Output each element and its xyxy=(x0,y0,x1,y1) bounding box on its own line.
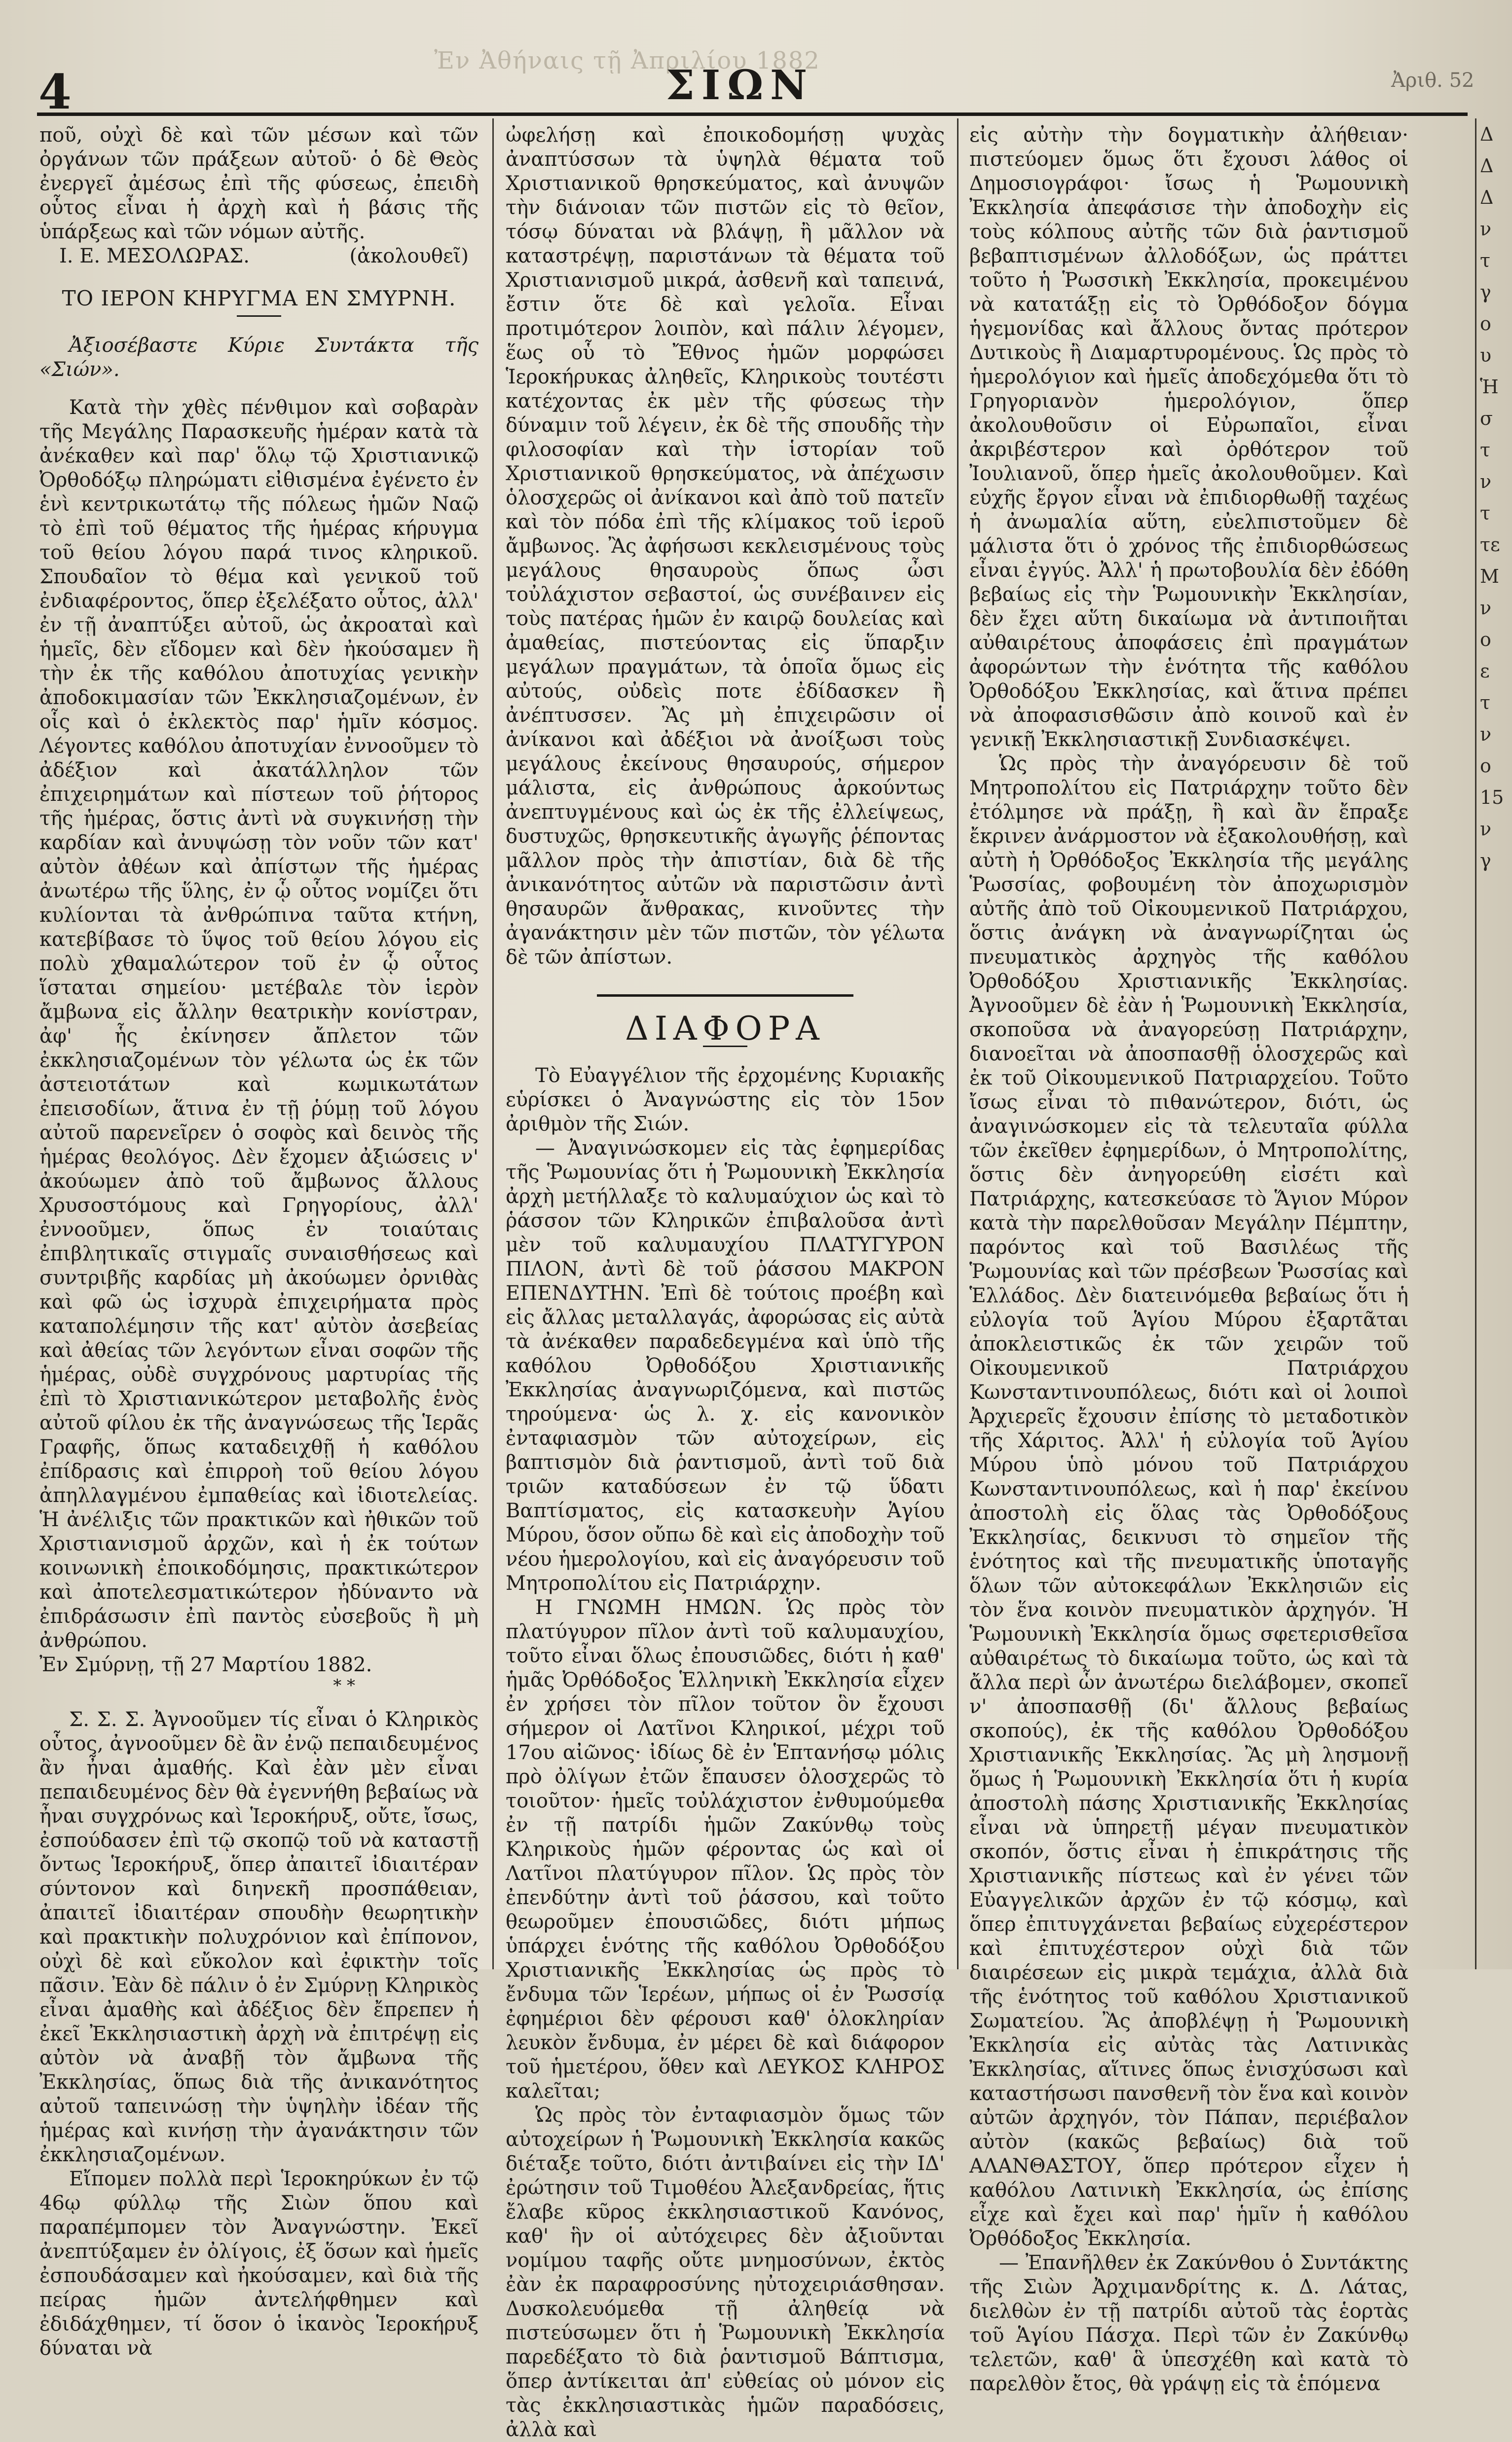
editor-note: Σ. Σ. Σ. Ἀγνοοῦμεν τίς εἶναι ὁ Κληρικὸς οὗτος, ἀγνοοῦμεν δὲ ἂν ἐνῷ πεπαιδευμένος ἂν ἦναι ἀμαθής. Καὶ ἐὰν μὲν εἶναι πεπαιδευμένος δὲν θὰ ἐγεννήθη βεβαίως νὰ ἦναι συγχρόνως καὶ Ἱεροκήρυξ, οὔτε, ἴσως, ἐσπούδασεν ἐπὶ τῷ σκοπῷ τοῦ νὰ καταστῇ ὄντως Ἱεροκήρυξ, ὅπερ ἀπαιτεῖ ἰδιαιτέραν σύντονον καὶ διηνεκῆ προσπάθειαν, ἀπαιτεῖ ἰδιαιτέραν σπουδὴν θεωρητικὴν καὶ πρακτικὴν πολυχρόνιον καὶ ἐπίπονον, οὐχὶ δὲ καὶ εὔκολον καὶ ἐφικτὴν τοῖς πᾶσιν. Ἐὰν δὲ πάλιν ὁ ἐν Σμύρνῃ Κληρικὸς εἶναι ἀμαθὴς καὶ ἀδέξιος δὲν ἔπρεπεν ἡ ἐκεῖ Ἐκκλησιαστικὴ ἀρχὴ νὰ ἐπιτρέψῃ εἰς αὐτὸν νὰ ἀναβῇ τὸν ἄμβωνα τῆς Ἐκκλησίας, ὅπως διὰ τῆς ἀνικανότητος αὐτοῦ ταπεινώσῃ τὴν ὑψηλὴν ἰδέαν τῆς ἡμέρας καὶ κινήσῃ τὴν ἀγανάκτησιν τῶν ἐκκλησιαζομένων. xyxy=(39,1708,479,2166)
margin-fragment: 15 xyxy=(1480,787,1504,808)
column-3 xyxy=(969,123,1408,2395)
margin-fragment: ο xyxy=(1480,629,1491,650)
margin-fragment: ν xyxy=(1480,597,1492,619)
margin-fragment: Ἡ xyxy=(1480,376,1499,398)
margin-fragment: ο xyxy=(1480,313,1491,335)
section-divider xyxy=(597,994,853,997)
continued-paragraph: ποῦ, οὐχὶ δὲ καὶ τῶν μέσων καὶ τῶν ὀργάνων τῶν πράξεων αὐτοῦ· ὁ δὲ Θεὸς ἐνεργεῖ ἀμέσως ἐπὶ τῆς φύσεως, ἐπειδὴ οὗτος εἶναι ἡ ἀρχὴ καὶ ἡ βάσις τῆς ὑπάρξεως καὶ τῶν νόμων αὐτῆς. xyxy=(39,124,479,243)
opinion-paragraph: Ὡς πρὸς τὸν ἐνταφιασμὸν ὅμως τῶν αὐτοχείρων ἡ Ῥωμουνικὴ Ἐκκλησία κακῶς διέταξε τοῦτο, διότι ἀντιβαίνει εἰς τὴν ΙΔ' ἐρώτησιν τοῦ Τιμοθέου Ἀλεξανδρείας, ἥτις ἔλαβε κῦρος ἐκκλησιαστικοῦ Κανόνος, καθ' ἣν οἱ αὐτόχειρες δὲν ἀξιοῦνται νομίμου ταφῆς οὔτε μνημοσύνων, ἐκτὸς ἐὰν ἐκ παραφροσύνης ηὐτοχειριάσθησαν. Δυσκολευόμεθα τῇ ἀληθείᾳ νὰ πιστεύσωμεν ὅτι ἡ Ῥωμουνικὴ Ἐκκλησία παρεδέξατο τὸ διὰ ῥαντισμοῦ Βάπτισμα, ὅπερ ἀντίκειται ἀπ' εὐθείας οὐ μόνον εἰς τὰς ἐκκλησιαστικὰς ἡμῶν παραδόσεις, ἀλλὰ καὶ xyxy=(506,2104,945,2441)
header-rule xyxy=(37,113,1468,116)
column-divider xyxy=(492,118,494,1969)
margin-fragment: τ xyxy=(1480,692,1491,714)
margin-fragment: Δ xyxy=(1480,155,1494,177)
letter-salutation: Ἀξιοσέβαστε Κύριε Συντάκτα τῆς «Σιών». xyxy=(39,334,479,381)
news-item: — Ἀναγινώσκομεν εἰς τὰς ἐφημερίδας τῆς Ῥωμουνίας ὅτι ἡ Ῥωμουνικὴ Ἐκκλησία ἀρχὴ μετήλλαξε τὸ καλυμαύχιον ὡς καὶ τὸ ῥάσσον τῶν Κληρικῶν ἐπιβαλοῦσα ἀντὶ μὲν τοῦ καλυμαυχίου ΠΛΑΤΥΓΥΡΟΝ ΠΙΛΟΝ, ἀντὶ δὲ τοῦ ῥάσσου ΜΑΚΡΟΝ ΕΠΕΝΔΥΤΗΝ. Ἐπὶ δὲ τούτοις προέβη καὶ εἰς ἄλλας μεταλλαγάς, ἀφορώσας εἰς αὐτὰ τὰ ἀνέκαθεν παραδεδεγμένα καὶ ὑπὸ τῆς καθόλου Ὀρθοδόξου Χριστιανικῆς Ἐκκλησίας ἀναγνωριζόμενα, καὶ πιστῶς τηρούμενα· ὡς λ. χ. εἰς κανονικὸν ἐνταφιασμὸν τῶν αὐτοχείρων, εἰς βαπτισμὸν διὰ ῥαντισμοῦ, ἀντὶ τοῦ διὰ τριῶν καταδύσεων ἐν τῷ ὕδατι Βαπτίσματος, εἰς κατασκευὴν Ἁγίου Μύρου, ὅσον οὔπω δὲ καὶ εἰς ἀποδοχὴν τοῦ νέου ἡμερολογίου, καὶ εἰς ἀναγόρευσιν τοῦ Μητροπολίτου εἰς Πατριάρχην. xyxy=(506,1137,945,1595)
margin-fragment: Δ xyxy=(1480,123,1494,145)
editor-note-continued: Εἴπομεν πολλὰ περὶ Ἱεροκηρύκων ἐν τῷ 46ῳ φύλλῳ τῆς Σιὼν ὅπου καὶ παραπέμπομεν τὸν Ἀναγνώστην. Ἐκεῖ ἀνεπτύξαμεν ἐν ὀλίγοις, ἐξ ὅσων καὶ ἡμεῖς ἐσπουδάσαμεν καὶ ἠκούσαμεν, καὶ διὰ τῆς πείρας ἡμῶν ἀντελήφθημεν καὶ ἐδιδάχθημεν, τί ὅσον ὁ ἱκανὸς Ἱεροκήρυξ δύναται νὰ xyxy=(39,2168,479,2360)
continued-note: (ἀκολουθεῖ) xyxy=(349,245,469,267)
margin-fragment: Μ xyxy=(1480,565,1499,587)
masthead-title: ΣΙΩΝ xyxy=(665,62,814,109)
column-divider xyxy=(957,118,959,1969)
letter-body: Κατὰ τὴν χθὲς πένθιμον καὶ σοβαρὰν τῆς Μεγάλης Παρασκευῆς ἡμέραν κατὰ τὰ ἀνέκαθεν καὶ παρ' ὅλῳ τῷ Χριστιανικῷ Ὀρθοδόξῳ πληρώματι εἰθισμένα ἐγένετο ἐν ἑνὶ κεντρικωτάτῳ τῆς πόλεως ἡμῶν Ναῷ τὸ ἐπὶ τοῦ θέματος τῆς ἡμέρας κήρυγμα τοῦ θείου λόγου παρά τινος κληρικοῦ. Σπουδαῖον τὸ θέμα καὶ γενικοῦ τοῦ ἐνδιαφέροντος, ὅπερ ἐξελέξατο οὗτος, ἀλλ' ἐν τῇ ἀναπτύξει αὐτοῦ, ὡς ἀκροαταὶ καὶ ἡμεῖς, δὲν εἴδομεν καὶ δὲν ἠκούσαμεν ἢ τὴν ἐκ τῆς καθόλου ἀποτυχίας γενικὴν ἀποδοκιμασίαν τῶν Ἐκκλησιαζομένων, ἐν οἷς καὶ ὁ ἐκλεκτὸς παρ' ἡμῖν κόσμος. Λέγοντες καθόλου ἀποτυχίαν ἐννοοῦμεν τὸ ἀδέξιον καὶ ἀκατάλληλον τῶν ἐπιχειρημάτων καὶ πίστεων τοῦ ῥήτορος τῆς ἡμέρας, ὅστις ἀντὶ νὰ συγκινήσῃ τὴν καρδίαν καὶ ἀνυψώσῃ τὸν νοῦν τῶν κατ' αὐτὸν ἀθέων καὶ ἀπίστων τῆς ἡμέρας ἀνωτέρω τῆς ὕλης, ἐν ᾧ οὗτος νομίζει ὅτι κυλίονται τὰ ἀνθρώπινα ταῦτα κτήνη, κατεβίβασε τὸ ὕψος τοῦ θείου λόγου εἰς πολὺ χθαμαλώτερον τοῦ ἐν ᾧ οὗτος ἵσταται σημείου· μετέβαλε τὸν ἱερὸν ἄμβωνα εἰς ἄλλην θεατρικὴν κονίστραν, ἀφ' ἧς ἐκίνησεν ἄπλετον τῶν ἐκκλησιαζομένων τὸν γέλωτα ὡς ἐκ τῶν ἀστειοτάτων καὶ κωμικωτάτων ἐπεισοδίων, ἅτινα ἐν τῇ ῥύμῃ τοῦ λόγου αὐτοῦ παρενεῖρεν ὁ σοφὸς καὶ δεινὸς τῆς ἡμέρας θεολόγος. Δὲν ἔχομεν ἀξιώσεις ν' ἀκούωμεν ἀπὸ τοῦ ἄμβωνος ἄλλους Χρυσοστόμους καὶ Γρηγορίους, ἀλλ' ἐννοοῦμεν, ὅπως ἐν τοιαύταις ἐπιβλητικαῖς στιγμαῖς συναισθήσεως καὶ συντριβῆς καρδίας μὴ ἀκούωμεν ὀρνιθὰς καὶ φῶ ὡς ἰσχυρὰ ἐπιχειρήματα πρὸς καταπολέμησιν τῆς κατ' αὐτὸν ἀσεβείας καὶ ἀθείας τῶν λεγόντων εἶναι σοφῶν τῆς ἡμέρας, οὐδὲ συγχρόνους μαρτυρίας τῆς ἐπὶ τὸ Χριστιανικώτερον μεταβολῆς ἑνὸς αὐτοῦ φίλου ἐκ τῆς ἀναγνώσεως τῆς Ἱερᾶς Γραφῆς, ὅπως καταδειχθῇ ἡ καθόλου ἐπίδρασις καὶ ἐπιρροὴ τοῦ θείου λόγου ἀπηλλαγμένου ἐμπαθείας καὶ ἰδιοτελείας. Ἡ ἀνέλιξις τῶν πρακτικῶν καὶ ἠθικῶν τοῦ Χριστιανισμοῦ ἀρχῶν, καὶ ἡ ἐκ τούτων κοινωνικὴ ἐποικοδόμησις, πρακτικώτερον καὶ ἀποτελεσματικώτερον ἠδύναντο νὰ ἐπιδράσωσιν ἐπὶ παντὸς εὐσεβοῦς ἢ μὴ ἀνθρώπου. xyxy=(39,396,479,1652)
margin-fragment: υ xyxy=(1480,344,1492,366)
margin-fragment: γ xyxy=(1480,850,1491,871)
margin-fragment: ε xyxy=(1480,660,1490,682)
issue-tag: Ἀριθ. 52 xyxy=(1391,69,1475,92)
short-divider xyxy=(237,315,281,317)
article-paragraph: Ὡς πρὸς τὴν ἀναγόρευσιν δὲ τοῦ Μητροπολίτου εἰς Πατριάρχην τοῦτο δὲν ἐτόλμησε νὰ πράξῃ, ἢ καὶ ἂν ἔπραξε ἔκρινεν ἀνάρμοστον νὰ ἐξακολουθήσῃ, καὶ αὐτὴ ἡ Ὀρθόδοξος Ἐκκλησία τῆς μεγάλης Ῥωσσίας, φοβουμένη τὸν ἀποχωρισμὸν αὐτῆς ἀπὸ τοῦ Οἰκουμενικοῦ Πατριάρχου, ὅστις ἀνάγκη νὰ ἀναγνωρίζηται ὡς πνευματικὸς ἀρχηγὸς τῆς καθόλου Ὀρθοδόξου Χριστιανικῆς Ἐκκλησίας. Ἀγνοοῦμεν δὲ ἐὰν ἡ Ῥωμουνικὴ Ἐκκλησία, σκοποῦσα νὰ ἀναγορεύσῃ Πατριάρχην, διανοεῖται νὰ ἀποσπασθῇ ὁλοσχερῶς καὶ ἐκ τοῦ Οἰκουμενικοῦ Πατριαρχείου. Τοῦτο ἴσως εἶναι τὸ πιθανώτερον, διότι, ὡς ἀναγινώσκομεν εἰς τὰ τελευταῖα φύλλα τῶν ἐκεῖθεν ἐφημερίδων, ὁ Μητροπολίτης, ὅστις δὲν ἀνηγορεύθη εἰσέτι καὶ Πατριάρχης, κατεσκεύασε τὸ Ἅγιον Μύρον κατὰ τὴν παρελθοῦσαν Μεγάλην Πέμπτην, παρόντος καὶ τοῦ Βασιλέως τῆς Ῥωμουνίας καὶ τῶν πρέσβεων Ῥωσσίας καὶ Ἑλλάδος. Δὲν διατεινόμεθα βεβαίως ὅτι ἡ εὐλογία τοῦ Ἁγίου Μύρου ἐξαρτᾶται ἀποκλειστικῶς ἐκ τῶν χειρῶν τοῦ Οἰκουμενικοῦ Πατριάρχου Κωνσταντινουπόλεως, διότι καὶ οἱ λοιποὶ Ἀρχιερεῖς ἔχουσιν ἐπίσης τὸ μεταδοτικὸν τῆς Χάριτος. Ἀλλ' ἡ εὐλογία τοῦ Ἁγίου Μύρου ὑπὸ μόνου τοῦ Πατριάρχου Κωνσταντινουπόλεως, καὶ ἡ παρ' ἐκείνου ἀποστολὴ εἰς ὅλας τὰς Ὀρθοδόξους Ἐκκλησίας, δεικνυσι τὸ σημεῖον τῆς ἑνότητος καὶ τῆς πνευματικῆς ὑποταγῆς ὅλων τῶν αὐτοκεφάλων Ἐκκλησιῶν εἰς τὸν ἕνα κοινὸν πνευματικὸν ἀρχηγόν. Ἡ Ῥωμουνικὴ Ἐκκλησία ὅμως σφετερισθεῖσα αὐθαιρέτως τὸ δικαίωμα τοῦτο, ὡς καὶ τὰ ἄλλα περὶ ὧν ἀνωτέρω διελάβομεν, σκοπεῖ ν' ἀποσπασθῇ (δι' ἄλλους βεβαίως σκοπούς), ἐκ τῆς καθόλου Ὀρθοδόξου Χριστιανικῆς Ἐκκλησίας. Ἂς μὴ λησμονῇ ὅμως ἡ Ῥωμουνικὴ Ἐκκλησία ὅτι ἡ κυρία ἀποστολὴ πάσης Χριστιανικῆς Ἐκκλησίας εἶναι νὰ ὑπηρετῇ μέγαν πνευματικὸν σκοπόν, ὅστις εἶναι ἡ ἐπικράτησις τῆς Χριστιανικῆς πίστεως καὶ ἐν γένει τῶν Εὐαγγελικῶν ἀρχῶν ἐν τῷ κόσμῳ, καὶ ὅπερ ἐπιτυγχάνεται βεβαίως εὐχερέστερον καὶ ἐπιτυχέστερον οὐχὶ διὰ τῶν διαιρέσεων εἰς μικρὰ τεμάχια, ἀλλὰ διὰ τῆς ἑνότητος τοῦ καθόλου Χριστιανικοῦ Σωματείου. Ἂς ἀποβλέψῃ ἡ Ῥωμουνικὴ Ἐκκλησία εἰς αὐτὰς τὰς Λατινικὰς Ἐκκλησίας, αἵτινες ὅπως ἐνισχύσωσι καὶ καταστήσωσι πανσθενῆ τὸν ἕνα καὶ κοινὸν αὐτῶν ἀρχηγόν, τὸν Πάπαν, περιέβαλον αὐτὸν (κακῶς βεβαίως) διὰ τοῦ ΑΛΑΝΘΑΣΤΟΥ, ὅπερ πρότερον εἶχεν ἡ καθόλου Λατινικὴ Ἐκκλησία, ὡς ἐπίσης εἶχε καὶ ἔχει καὶ παρ' ἡμῖν ἡ καθόλου Ὀρθόδοξος Ἐκκλησία. xyxy=(969,752,1408,2250)
margin-fragment: Δ xyxy=(1480,187,1494,208)
opinion-paragraph: Η ΓΝΩΜΗ ΗΜΩΝ. Ὡς πρὸς τὸν πλατύγυρον πῖλον ἀντὶ τοῦ καλυμαυχίου, τοῦτο εἶναι ὅλως ἐπουσιῶδες, διότι ἡ καθ' ἡμᾶς Ὀρθόδοξος Ἑλληνικὴ Ἐκκλησία εἶχεν ἐν χρήσει τὸν πῖλον τοῦτον ὃν ἔχουσι σήμερον οἱ Λατῖνοι Κληρικοί, μέχρι τοῦ 17ου αἰῶνος· ἰδίως δὲ ἐν Ἑπτανήσῳ μόλις πρὸ ὀλίγων ἐτῶν ἔπαυσεν ὁλοσχερῶς τὸ τοιοῦτον· ἡμεῖς τοὐλάχιστον ἐνθυμούμεθα ἐν τῇ πατρίδι ἡμῶν Ζακύνθῳ τοὺς Κληρικοὺς ἡμῶν φέροντας ὡς καὶ οἱ Λατῖνοι πλατύγυρον πῖλον. Ὡς πρὸς τὸν ἐπενδύτην ἀντὶ τοῦ ῥάσσου, καὶ τοῦτο θεωροῦμεν ἐπουσιῶδες, διότι μήπως ὑπάρχει ἑνότης τῆς καθόλου Ὀρθοδόξου Χριστιανικῆς Ἐκκλησίας ὡς πρὸς τὸ ἔνδυμα τῶν Ἱερέων, μήπως οἱ ἐν Ῥωσσίᾳ ἐφημέριοι δὲν φέρουσι καθ' ὁλοκληρίαν λευκὸν ἔνδυμα, ἐν μέρει δὲ καὶ διάφορον τοῦ ἡμετέρου, ὅθεν καὶ ΛΕΥΚΟΣ ΚΛΗΡΟΣ καλεῖται; xyxy=(506,1596,945,2103)
margin-fragment: ν xyxy=(1480,818,1492,840)
dateline: Ἐν Σμύρνῃ, τῇ 27 Μαρτίου 1882. xyxy=(39,1653,372,1676)
author-name: Ι. Ε. ΜΕΣΟΛΩΡΑΣ. xyxy=(59,245,250,267)
margin-fragment: τε xyxy=(1480,534,1500,556)
adjacent-page-margin xyxy=(1480,118,1512,1969)
margin-fragment: τ xyxy=(1480,439,1491,461)
margin-fragment: ο xyxy=(1480,755,1491,777)
news-item: Τὸ Εὐαγγέλιον τῆς ἐρχομένης Κυριακῆς εὑρίσκει ὁ Ἀναγνώστης εἰς τὸν 15ον ἀριθμὸν τῆς Σιών. xyxy=(506,1064,945,1135)
column-divider xyxy=(1475,118,1476,1969)
margin-fragment: τ xyxy=(1480,502,1491,524)
column-2 xyxy=(506,123,945,2441)
continued-paragraph: ὠφελήσῃ καὶ ἐποικοδομήσῃ ψυχὰς ἀναπτύσσων τὰ ὑψηλὰ θέματα τοῦ Χριστιανικοῦ θρησκεύματος, καὶ ἀνυψῶν τὴν διάνοιαν τῶν πιστῶν εἰς τὸ θεῖον, τόσῳ δύναται νὰ βλάψῃ, ἢ μᾶλλον νὰ καταστρέψῃ, παριστάνων τὰ θέματα τοῦ Χριστιανισμοῦ μικρά, ἀσθενῆ καὶ ταπεινά, ἔστιν ὅτε δὲ καὶ γελοῖα. Εἶναι προτιμότερον λοιπὸν, καὶ πάλιν λέγομεν, ἕως οὗ τὸ Ἔθνος ἡμῶν μορφώσει Ἱεροκήρυκας ἀληθεῖς, Κληρικοὺς τουτέστι κατέχοντας ἐκ μὲν τῆς φύσεως τὴν δύναμιν τοῦ λέγειν, ἐκ δὲ τῆς σπουδῆς τὴν φιλοσοφίαν καὶ τὴν ἱστορίαν τοῦ Χριστιανικοῦ θρησκεύματος, νὰ ἀπέχωσιν ὁλοσχερῶς οἱ ἀνίκανοι καὶ ἀπὸ τοῦ πατεῖν καὶ τὸν πόδα ἐπὶ τῆς κλίμακος τοῦ ἱεροῦ ἄμβωνος. Ἂς ἀφήσωσι κεκλεισμένους τοὺς μεγάλους θησαυροὺς ὅπως ὦσι τοὐλάχιστον σεβαστοί, ὡς συνέβαινεν εἰς τοὺς πατέρας ἡμῶν ἐν καιρῷ δουλείας καὶ ἀμαθείας, πιστεύοντας εἰς ὕπαρξιν μεγάλων πραγμάτων, τὰ ὁποῖα ὅμως εἰς αὐτούς, οὐδεὶς ποτε ἐδίδασκεν ἢ ἀνέπτυσσεν. Ἂς μὴ ἐπιχειρῶσιν οἱ ἀνίκανοι καὶ ἀδέξιοι νὰ ἀνοίξωσι τοὺς μεγάλους ἐκείνους θησαυρούς, σήμερον μάλιστα, εἰς ἀνθρώπους ἀρκούντως ἀνεπτυγμένους καὶ ὡς ἐκ τῆς ἐλλείψεως, δυστυχῶς, θρησκευτικῆς ἀγωγῆς ῥέποντας μᾶλλον πρὸς τὴν ἀπιστίαν, διὰ δὲ τῆς ἀνικανότητος αὐτῶν νὰ παριστῶσιν ἀντὶ θησαυρῶν ἄνθρακας, κινοῦντες τὴν ἀγανάκτησιν μὲν τῶν πιστῶν, τὸν γέλωτα δὲ τῶν ἀπίστων. xyxy=(506,124,945,969)
page-number: 4 xyxy=(38,64,72,120)
continued-paragraph: εἰς αὐτὴν τὴν δογματικὴν ἀλήθειαν· πιστεύομεν ὅμως ὅτι ἔχουσι λάθος οἱ Δημοσιογράφοι· ἴσως ἡ Ῥωμουνικὴ Ἐκκλησία ἀπεφάσισε τὴν ἀποδοχὴν εἰς τοὺς κόλπους αὐτῆς τῶν διὰ ῥαντισμοῦ βεβαπτισμένων ἀλλοδόξων, ὡς πράττει τοῦτο ἡ Ῥωσσικὴ Ἐκκλησία, προκειμένου νὰ κατατάξῃ εἰς τὸ Ὀρθόδοξον δόγμα ἡγεμονίδας καὶ ἄλλους ὄντας πρότερον Δυτικοὺς ἢ Διαμαρτυρομένους. Ὡς πρὸς τὸ ἡμερολόγιον καὶ ἡμεῖς ἀποδεχόμεθα ὅτι τὸ Γρηγοριανὸν ἡμερολόγιον, ὅπερ ἀκολουθοῦσιν οἱ Εὐρωπαῖοι, εἶναι ἀκριβέστερον καὶ ὀρθότερον τοῦ Ἰουλιανοῦ, ὅπερ ἡμεῖς ἀκολουθοῦμεν. Καὶ εὐχῆς ἔργον εἶναι νὰ ἐπιδιορθωθῇ ταχέως ἡ ἀνωμαλία αὕτη, εὐελπιστοῦμεν δὲ μάλιστα ὅτι ὁ χρόνος τῆς ἐπιδιορθώσεως εἶναι ἐγγύς. Ἀλλ' ἡ πρωτοβουλία δὲν ἐδόθη βεβαίως εἰς τὴν Ῥωμουνικὴν Ἐκκλησίαν, δὲν ἔχει αὕτη δικαίωμα νὰ ἀντιποιῆται αὐθαιρέτους ἀποφάσεις ἐπὶ πραγμάτων ἀφορώντων τὴν ἑνότητα τῆς καθόλου Ὀρθοδόξου Ἐκκλησίας, καὶ ἅτινα πρέπει νὰ ἀποφασισθῶσιν ἀπὸ κοινοῦ καὶ ἐν γενικῇ Ἐκκλησιαστικῇ Συνδιασκέψει. xyxy=(969,124,1408,751)
bleed-through-text: Ἐν Ἀθήναις τῇ Ἀπριλίου 1882 xyxy=(434,47,820,75)
margin-fragment: ν xyxy=(1480,723,1492,745)
news-item: — Ἐπανῆλθεν ἐκ Ζακύνθου ὁ Συντάκτης τῆς Σιὼν Ἀρχιμανδρίτης κ. Δ. Λάτας, διελθὼν ἐν τῇ πατρίδι αὐτοῦ τὰς ἑορτὰς τοῦ Ἁγίου Πάσχα. Περὶ τῶν ἐν Ζακύνθῳ τελετῶν, καθ' ἃ ὑπεσχέθη καὶ κατὰ τὸ παρελθὸν ἔτος, θὰ γράψῃ εἰς τὰ ἑπόμενα xyxy=(969,2252,1408,2395)
article-signature xyxy=(39,244,479,268)
article-heading: ΤΟ ΙΕΡΟΝ ΚΗΡΥΓΜΑ ΕΝ ΣΜΥΡΝΗ. xyxy=(62,286,456,310)
margin-fragment: σ xyxy=(1480,408,1493,429)
margin-fragment: ν xyxy=(1480,218,1492,240)
separator-stars: * * xyxy=(333,1676,355,1695)
margin-fragment: ν xyxy=(1480,471,1492,492)
margin-fragment: γ xyxy=(1480,281,1491,303)
margin-fragment: τ xyxy=(1480,250,1491,271)
column-1 xyxy=(39,123,479,2360)
section-title: ΔΙΑΦΟΡΑ xyxy=(625,1010,825,1048)
